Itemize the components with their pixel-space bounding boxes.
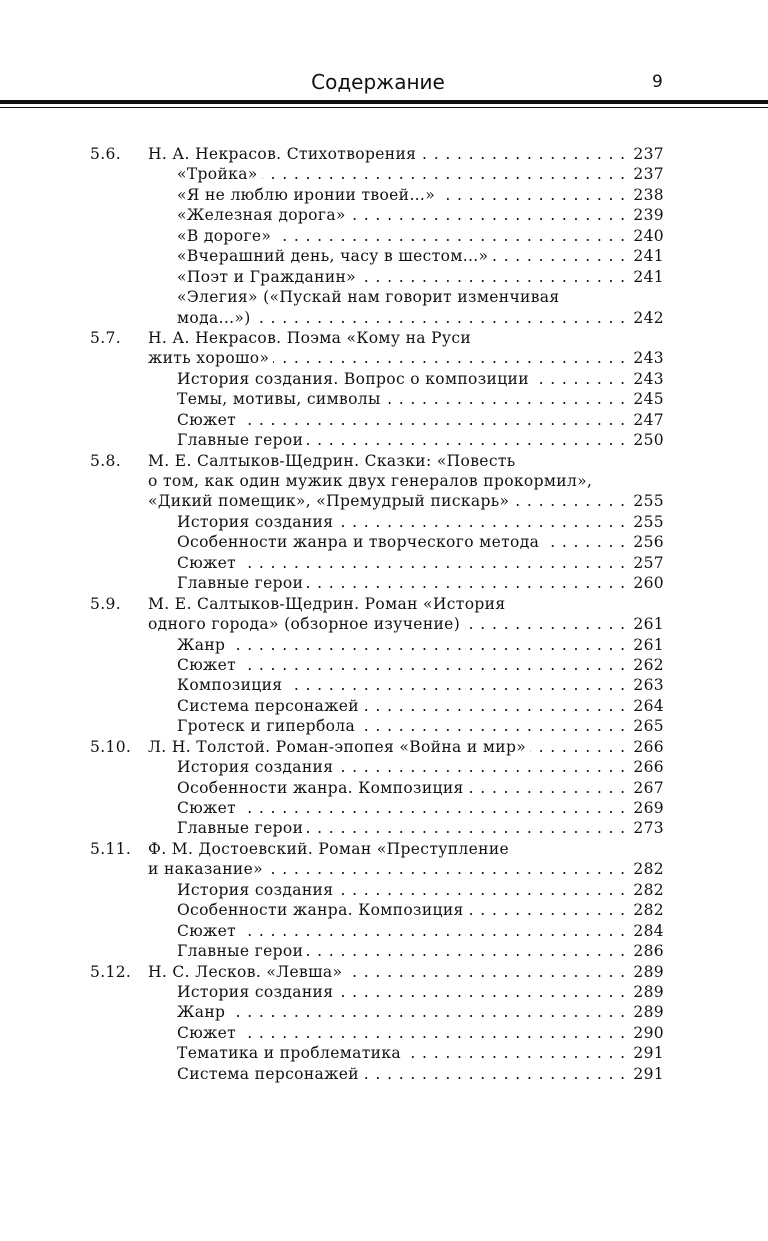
toc-item-row <box>90 185 664 205</box>
entry-title: «Поэт и Гражданин» <box>177 267 357 286</box>
toc-section-row <box>90 962 664 982</box>
entry-title: мода...») <box>177 308 251 327</box>
toc-item-row <box>90 716 664 736</box>
entry-title: Гротеск и гипербола <box>177 717 356 736</box>
entry-title: Сюжет <box>177 799 237 817</box>
entry-title: Л. Н. Толстой. Роман-эпопея «Война и мир» <box>148 737 527 756</box>
entry-page: 284 <box>633 921 664 940</box>
toc-section-row <box>90 348 664 368</box>
toc-section-row <box>90 594 664 614</box>
entry-page: 238 <box>633 185 664 204</box>
toc-section-row <box>90 451 664 471</box>
toc-item-row <box>90 532 664 552</box>
dot-leader <box>420 144 626 164</box>
entry-title: Жанр <box>177 635 226 654</box>
dot-leader <box>307 818 626 838</box>
entry-page: 257 <box>633 553 664 572</box>
entry-page: 273 <box>633 819 664 838</box>
entry-title: Тематика и проблематика <box>177 1044 401 1063</box>
entry-title: М. Е. Салтыков-Щедрин. Сказки: «Повесть <box>148 451 516 470</box>
toc-item-row <box>90 696 664 716</box>
dot-leader <box>350 205 626 225</box>
entry-page: 290 <box>633 1023 664 1042</box>
toc-item-row <box>90 573 664 593</box>
entry-title: Сюжет <box>177 1023 237 1042</box>
dot-leader <box>543 532 626 552</box>
dot-leader <box>286 675 626 695</box>
entry-page: 282 <box>633 901 664 920</box>
entry-page: 242 <box>633 308 664 327</box>
page-number: 9 <box>652 72 663 92</box>
entry-page: 286 <box>633 942 664 961</box>
toc-item-row <box>90 941 664 961</box>
entry-page: 262 <box>633 655 664 674</box>
dot-leader <box>363 1064 626 1084</box>
entry-title: Жанр <box>177 1003 226 1022</box>
dot-leader <box>229 635 626 655</box>
toc-item-row <box>90 818 664 838</box>
dot-leader <box>513 491 626 511</box>
entry-title: Сюжет <box>177 655 237 674</box>
toc-section-row <box>90 144 664 164</box>
page-title: Содержание <box>311 70 445 94</box>
entry-page: 291 <box>633 1064 664 1083</box>
toc-item-row <box>90 267 664 287</box>
toc-item-row <box>90 655 664 675</box>
entry-title: одного города» (обзорное изучение) <box>148 615 461 634</box>
toc-section-row <box>90 614 664 634</box>
dot-leader <box>359 716 626 736</box>
dot-leader <box>240 1023 626 1043</box>
toc-item-row <box>90 982 664 1002</box>
entry-page: 243 <box>633 369 664 388</box>
entry-page: 266 <box>633 737 664 756</box>
entry-title: Особенности жанра и творческого метода <box>177 533 540 552</box>
entry-title: Система персонажей <box>177 1064 359 1083</box>
header-rule-thin <box>0 107 768 108</box>
toc-item-row <box>90 553 664 573</box>
toc-item-row <box>90 778 664 798</box>
entry-page: 267 <box>633 778 664 797</box>
entry-title: «Железная дорога» <box>177 206 346 225</box>
entry-page: 256 <box>633 533 664 552</box>
dot-leader <box>533 369 626 389</box>
entry-title: Главные герои <box>177 819 304 838</box>
dot-leader <box>468 778 626 798</box>
dot-leader <box>240 655 626 675</box>
entry-page: 289 <box>633 962 664 981</box>
entry-page: 245 <box>633 390 664 409</box>
entry-page: 255 <box>633 512 664 531</box>
entry-page: 255 <box>633 492 664 511</box>
dot-leader <box>255 308 626 328</box>
section-number: 5.6. <box>90 145 121 163</box>
entry-title: Н. А. Некрасов. Поэма «Кому на Руси <box>148 328 472 347</box>
toc-item-row <box>90 369 664 389</box>
entry-title: Композиция <box>177 676 283 695</box>
toc-item-row <box>90 287 664 307</box>
toc-item-row <box>90 226 664 246</box>
entry-title: История создания <box>177 512 334 531</box>
toc-item-row <box>90 798 664 818</box>
section-number: 5.9. <box>90 594 121 613</box>
section-number: 5.8. <box>90 451 121 470</box>
dot-leader <box>273 348 626 368</box>
entry-page: 266 <box>633 758 664 777</box>
entry-title: Особенности жанра. Композиция <box>177 778 464 797</box>
entry-title: Н. А. Некрасов. Стихотворения <box>148 145 417 163</box>
entry-page: 261 <box>633 635 664 654</box>
dot-leader <box>492 246 626 266</box>
entry-page: 265 <box>633 717 664 736</box>
dot-leader <box>464 614 626 634</box>
entry-title: жить хорошо» <box>148 349 270 368</box>
entry-title: «Дикий помещик», «Премудрый пискарь» <box>148 492 510 511</box>
toc-section-row <box>90 491 664 511</box>
entry-title: «В дороге» <box>177 226 272 245</box>
dot-leader <box>346 962 626 982</box>
toc-section-row <box>90 471 664 491</box>
dot-leader <box>337 880 626 900</box>
dot-leader <box>439 185 626 205</box>
entry-page: 241 <box>633 267 664 286</box>
toc-item-row <box>90 635 664 655</box>
entry-title: и наказание» <box>148 860 263 879</box>
entry-page: 247 <box>633 410 664 429</box>
toc-item-row <box>90 205 664 225</box>
section-number: 5.10. <box>90 737 132 756</box>
entry-title: Сюжет <box>177 921 237 940</box>
entry-page: 241 <box>633 247 664 266</box>
dot-leader <box>240 798 626 818</box>
entry-page: 289 <box>633 982 664 1001</box>
toc-item-row <box>90 164 664 184</box>
toc-section-row <box>90 737 664 757</box>
toc-item-row <box>90 1002 664 1022</box>
dot-leader <box>363 696 626 716</box>
table-of-contents <box>90 144 664 1084</box>
entry-page: 263 <box>633 676 664 695</box>
entry-page: 260 <box>633 574 664 593</box>
toc-item-row <box>90 410 664 430</box>
dot-leader <box>262 164 626 184</box>
entry-page: 269 <box>633 799 664 817</box>
section-number: 5.11. <box>90 839 132 858</box>
entry-title: Ф. М. Достоевский. Роман «Преступление <box>148 839 510 858</box>
entry-title: Темы, мотивы, символы <box>177 390 381 409</box>
entry-title: «Элегия» («Пускай нам говорит изменчивая <box>177 288 560 307</box>
entry-title: История создания <box>177 880 334 899</box>
dot-leader <box>240 553 626 573</box>
dot-leader <box>229 1002 626 1022</box>
dot-leader <box>240 410 626 430</box>
entry-title: «Вчерашний день, часу в шестом...» <box>177 247 489 266</box>
dot-leader <box>337 512 626 532</box>
section-number: 5.7. <box>90 328 121 347</box>
dot-leader <box>307 430 626 450</box>
entry-page: 240 <box>633 226 664 245</box>
toc-item-row <box>90 675 664 695</box>
toc-section-row <box>90 859 664 879</box>
entry-title: «Я не люблю иронии твоей…» <box>177 185 436 204</box>
toc-item-row <box>90 512 664 532</box>
toc-item-row <box>90 430 664 450</box>
entry-title: Главные герои <box>177 431 304 450</box>
entry-page: 282 <box>633 880 664 899</box>
entry-title: Особенности жанра. Композиция <box>177 901 464 920</box>
toc-section-row <box>90 328 664 348</box>
entry-page: 264 <box>633 696 664 715</box>
entry-title: История создания <box>177 982 334 1001</box>
dot-leader <box>307 941 626 961</box>
toc-item-row <box>90 389 664 409</box>
toc-item-row <box>90 308 664 328</box>
toc-item-row <box>90 1023 664 1043</box>
toc-item-row <box>90 757 664 777</box>
entry-title: Главные герои <box>177 574 304 593</box>
entry-title: Н. С. Лесков. «Левша» <box>148 962 343 981</box>
entry-page: 237 <box>633 145 664 163</box>
entry-title: История создания <box>177 758 334 777</box>
entry-page: 250 <box>633 431 664 450</box>
dot-leader <box>468 900 626 920</box>
dot-leader <box>307 573 626 593</box>
entry-page: 243 <box>633 349 664 368</box>
entry-page: 261 <box>633 615 664 634</box>
entry-page: 237 <box>633 165 664 184</box>
entry-title: М. Е. Салтыков-Щедрин. Роман «История <box>148 594 506 613</box>
entry-page: 282 <box>633 860 664 879</box>
dot-leader <box>240 921 626 941</box>
entry-title: «Тройка» <box>177 165 258 184</box>
toc-item-row <box>90 921 664 941</box>
entry-title: Система персонажей <box>177 696 359 715</box>
dot-leader <box>405 1043 626 1063</box>
entry-title: о том, как один мужик двух генералов прокормил», <box>148 472 593 490</box>
dot-leader <box>360 267 626 287</box>
entry-title: Главные герои <box>177 942 304 961</box>
entry-title: Сюжет <box>177 410 237 429</box>
toc-item-row <box>90 1043 664 1063</box>
entry-title: История создания. Вопрос о композиции <box>177 369 529 388</box>
toc-item-row <box>90 900 664 920</box>
dot-leader <box>337 757 626 777</box>
entry-title: Сюжет <box>177 553 237 572</box>
dot-leader <box>267 859 626 879</box>
toc-item-row <box>90 1064 664 1084</box>
toc-item-row <box>90 880 664 900</box>
section-number: 5.12. <box>90 962 132 981</box>
toc-item-row <box>90 246 664 266</box>
header-rule-thick <box>0 100 768 104</box>
toc-section-row <box>90 839 664 859</box>
entry-page: 289 <box>633 1003 664 1022</box>
dot-leader <box>337 982 626 1002</box>
entry-page: 239 <box>633 206 664 225</box>
entry-page: 291 <box>633 1044 664 1063</box>
dot-leader <box>530 737 626 757</box>
dot-leader <box>385 389 626 409</box>
dot-leader <box>275 226 626 246</box>
